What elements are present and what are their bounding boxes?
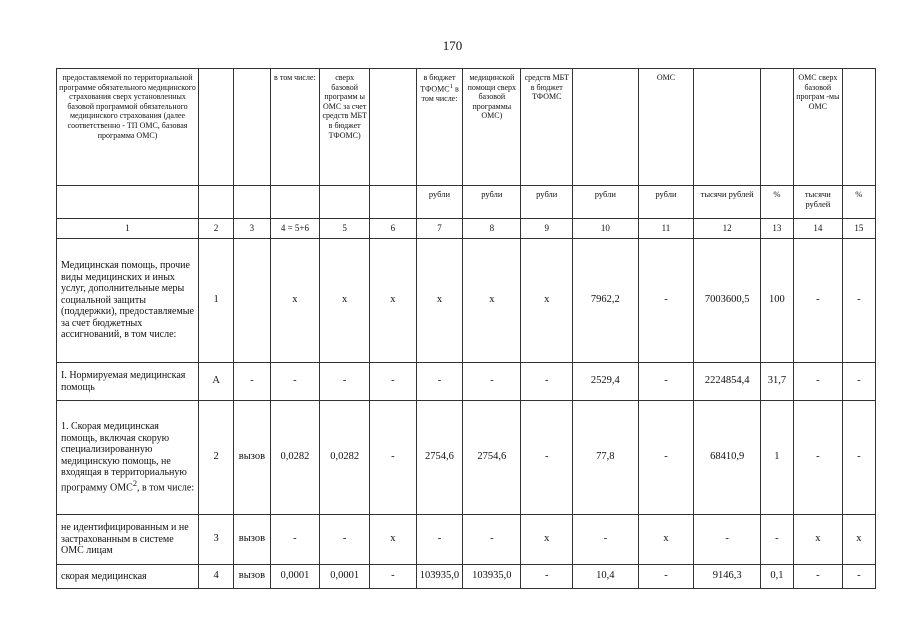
header-cell-9: средств МБТ в бюджет ТФОМС xyxy=(521,69,573,186)
table-cell: 2529,4 xyxy=(573,363,638,401)
unit-cell: % xyxy=(842,186,875,219)
unit-cell: тысячи рублей xyxy=(793,186,842,219)
table-cell: х xyxy=(270,239,320,363)
table-cell: 0,1 xyxy=(760,565,793,589)
unit-cell: % xyxy=(760,186,793,219)
table-cell: - xyxy=(370,565,417,589)
table-cell: - xyxy=(370,363,417,401)
table-cell: 2754,6 xyxy=(463,401,521,515)
header-cell-1: предоставляемой по территориальной программе обязательного медицинского страхования сверх установленных базовой программой обязательного медицинского страхования (далее соответственно - ТП ОМС, базовая программа ОМС) xyxy=(57,69,199,186)
table-cell: - xyxy=(793,363,842,401)
table-cell: - xyxy=(842,239,875,363)
table-cell: 68410,9 xyxy=(694,401,760,515)
table-cell: - xyxy=(320,363,370,401)
table-cell: - xyxy=(842,401,875,515)
table-cell: х xyxy=(521,239,573,363)
table-cell: вызов xyxy=(234,515,270,565)
column-number: 7 xyxy=(416,219,463,239)
row-description: Медицинская помощь, прочие виды медицинских и иных услуг, дополнительные меры социальной защиты (поддержки), предоставляемые за счет бюджетных ассигнований, в том числе: xyxy=(57,239,199,363)
table-cell: - xyxy=(760,515,793,565)
table-cell: х xyxy=(463,239,521,363)
table-row xyxy=(57,565,876,589)
unit-cell: рубли xyxy=(573,186,638,219)
unit-cell xyxy=(270,186,320,219)
table-row xyxy=(57,515,876,565)
table-cell: 0,0282 xyxy=(270,401,320,515)
data-table xyxy=(56,68,876,589)
table-cell: - xyxy=(234,363,270,401)
table-cell: 77,8 xyxy=(573,401,638,515)
table-cell: 100 xyxy=(760,239,793,363)
table-cell: - xyxy=(842,565,875,589)
header-row xyxy=(57,69,876,186)
table-cell: 1 xyxy=(760,401,793,515)
table-row xyxy=(57,401,876,515)
header-cell-15 xyxy=(842,69,875,186)
table-cell: 103935,0 xyxy=(416,565,463,589)
table-cell: А xyxy=(199,363,234,401)
header-cell-4: в том числе: xyxy=(270,69,320,186)
table-cell: - xyxy=(416,515,463,565)
table-cell: х xyxy=(416,239,463,363)
table-cell: - xyxy=(793,565,842,589)
table-cell: 2 xyxy=(199,401,234,515)
unit-cell xyxy=(234,186,270,219)
row-description-tail: , в том числе: xyxy=(137,482,195,494)
column-number: 12 xyxy=(694,219,760,239)
unit-cell xyxy=(57,186,199,219)
table-cell: - xyxy=(416,363,463,401)
table-cell: - xyxy=(521,363,573,401)
header-cell-12 xyxy=(694,69,760,186)
unit-cell xyxy=(370,186,417,219)
table-cell: - xyxy=(638,401,694,515)
table-cell: х xyxy=(521,515,573,565)
table-cell: 2224854,4 xyxy=(694,363,760,401)
table-cell: - xyxy=(793,239,842,363)
column-number: 15 xyxy=(842,219,875,239)
table-cell: - xyxy=(793,401,842,515)
unit-cell: рубли xyxy=(521,186,573,219)
table-cell: 31,7 xyxy=(760,363,793,401)
table-cell: - xyxy=(463,363,521,401)
table-cell: 0,0282 xyxy=(320,401,370,515)
table-cell: - xyxy=(842,363,875,401)
unit-cell xyxy=(320,186,370,219)
units-row xyxy=(57,186,876,219)
table-cell xyxy=(234,239,270,363)
table-cell: вызов xyxy=(234,565,270,589)
table-cell: х xyxy=(638,515,694,565)
table-cell: - xyxy=(270,363,320,401)
column-number: 6 xyxy=(370,219,417,239)
table-cell: 7962,2 xyxy=(573,239,638,363)
column-number: 10 xyxy=(573,219,638,239)
header-cell-11: ОМС xyxy=(638,69,694,186)
header-cell-5: сверх базовой программ ы ОМС за счет средств МБТ в бюджет ТФОМС) xyxy=(320,69,370,186)
header-cell-2 xyxy=(199,69,234,186)
column-number-row xyxy=(57,219,876,239)
footnote-ref: 2 xyxy=(132,478,138,488)
table-cell: 7003600,5 xyxy=(694,239,760,363)
column-number: 13 xyxy=(760,219,793,239)
header-cell-14: ОМС сверх базовой програм -мы ОМС xyxy=(793,69,842,186)
header-cell-7-tail: в том числе: xyxy=(421,84,459,103)
table-cell: х xyxy=(370,239,417,363)
column-number: 1 xyxy=(57,219,199,239)
page-number: 170 xyxy=(442,38,463,53)
table-cell: - xyxy=(320,515,370,565)
table-cell: 1 xyxy=(199,239,234,363)
column-number: 4 = 5+6 xyxy=(270,219,320,239)
column-number: 9 xyxy=(521,219,573,239)
table-cell: 10,4 xyxy=(573,565,638,589)
column-number: 5 xyxy=(320,219,370,239)
table-cell: 4 xyxy=(199,565,234,589)
table-row xyxy=(57,363,876,401)
header-cell-10 xyxy=(573,69,638,186)
column-number: 3 xyxy=(234,219,270,239)
table-cell: х xyxy=(793,515,842,565)
table-cell: - xyxy=(573,515,638,565)
header-cell-13 xyxy=(760,69,793,186)
table-cell: - xyxy=(694,515,760,565)
table-cell: - xyxy=(638,239,694,363)
table-cell: - xyxy=(521,565,573,589)
unit-cell xyxy=(199,186,234,219)
column-number: 8 xyxy=(463,219,521,239)
column-number: 14 xyxy=(793,219,842,239)
table-cell: - xyxy=(463,515,521,565)
unit-cell: рубли xyxy=(416,186,463,219)
table-cell: - xyxy=(270,515,320,565)
unit-cell: рубли xyxy=(463,186,521,219)
unit-cell: тысячи рублей xyxy=(694,186,760,219)
table-cell: 0,0001 xyxy=(270,565,320,589)
table-cell: - xyxy=(638,565,694,589)
header-cell-7-text: в бюджет ТФОМС xyxy=(420,73,456,94)
footnote-ref: 1 xyxy=(449,82,453,90)
table-cell: х xyxy=(320,239,370,363)
header-cell-8: медицинской помощи сверх базовой программы ОМС) xyxy=(463,69,521,186)
table-cell: - xyxy=(638,363,694,401)
unit-cell: рубли xyxy=(638,186,694,219)
table-cell: х xyxy=(842,515,875,565)
table-cell: 103935,0 xyxy=(463,565,521,589)
table-cell: 3 xyxy=(199,515,234,565)
table-cell: 2754,6 xyxy=(416,401,463,515)
table-cell: х xyxy=(370,515,417,565)
row-description: I. Нормируемая медицинская помощь xyxy=(57,363,199,401)
header-cell-3 xyxy=(234,69,270,186)
row-description xyxy=(57,401,199,515)
row-description: скорая медицинская xyxy=(57,565,199,589)
row-description-text: 1. Скорая медицинская помощь, включая скорую специализированную медицинскую помощь, не входящая в территориальную программу ОМС xyxy=(61,421,187,494)
table-cell: вызов xyxy=(234,401,270,515)
table-cell: 9146,3 xyxy=(694,565,760,589)
column-number: 2 xyxy=(199,219,234,239)
table-cell: 0,0001 xyxy=(320,565,370,589)
header-cell-7 xyxy=(416,69,463,186)
table-row xyxy=(57,239,876,363)
column-number: 11 xyxy=(638,219,694,239)
table-cell: - xyxy=(521,401,573,515)
header-cell-6 xyxy=(370,69,417,186)
table-cell: - xyxy=(370,401,417,515)
row-description: не идентифицированным и не застрахованным в системе ОМС лицам xyxy=(57,515,199,565)
